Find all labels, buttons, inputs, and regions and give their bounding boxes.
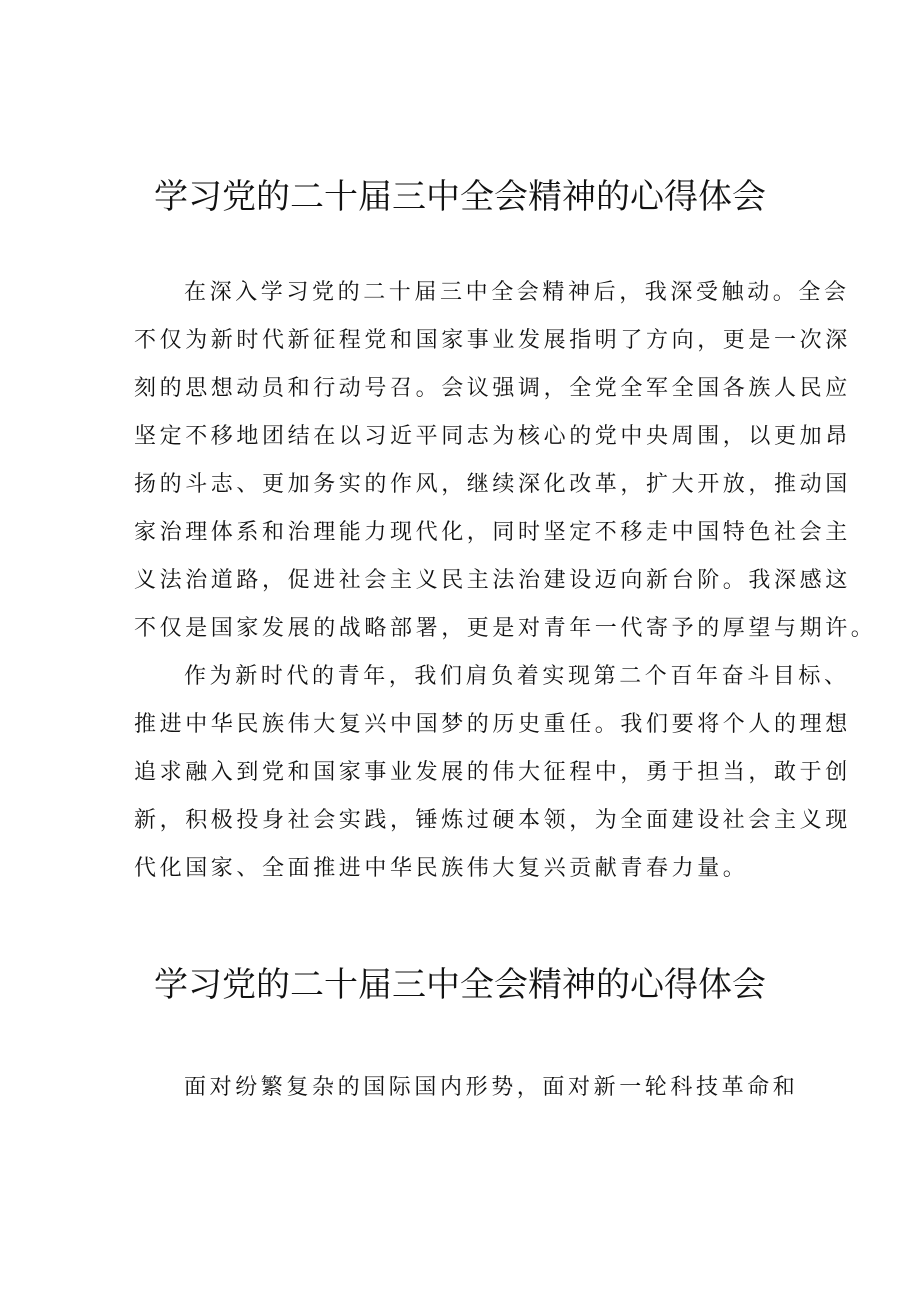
text-line: 新，积极投身社会实践，锤炼过硬本领，为全面建设社会主义现	[134, 808, 851, 833]
text-line: 家治理体系和治理能力现代化，同时坚定不移走中国特色社会主	[134, 520, 851, 545]
text-line: 面对纷繁复杂的国际国内形势，面对新一轮科技革命和	[184, 1075, 799, 1100]
text-line: 不仅为新时代新征程党和国家事业发展指明了方向，更是一次深	[134, 328, 851, 353]
text-line: 扬的斗志、更加务实的作风，继续深化改革，扩大开放，推动国	[134, 472, 851, 497]
text-line: 坚定不移地团结在以习近平同志为核心的党中央周围，以更加昂	[134, 424, 851, 449]
text-line: 刻的思想动员和行动号召。会议强调，全党全军全国各族人民应	[134, 376, 851, 401]
article-title: 学习党的二十届三中全会精神的心得体会	[154, 177, 766, 217]
article-body	[134, 1070, 799, 1118]
text-line: 不仅是国家发展的战略部署，更是对青年一代寄予的厚望与期许。	[134, 616, 877, 641]
article-body	[134, 275, 877, 899]
text-line: 追求融入到党和国家事业发展的伟大征程中，勇于担当，敢于创	[134, 760, 851, 785]
article-title: 学习党的二十届三中全会精神的心得体会	[154, 965, 766, 1005]
text-line: 推进中华民族伟大复兴中国梦的历史重任。我们要将个人的理想	[134, 712, 851, 737]
text-line: 作为新时代的青年，我们肩负着实现第二个百年奋斗目标、	[184, 664, 850, 689]
text-line: 义法治道路，促进社会主义民主法治建设迈向新台阶。我深感这	[134, 568, 851, 593]
text-line: 代化国家、全面推进中华民族伟大复兴贡献青春力量。	[134, 856, 749, 881]
text-line: 在深入学习党的二十届三中全会精神后，我深受触动。全会	[184, 280, 850, 305]
